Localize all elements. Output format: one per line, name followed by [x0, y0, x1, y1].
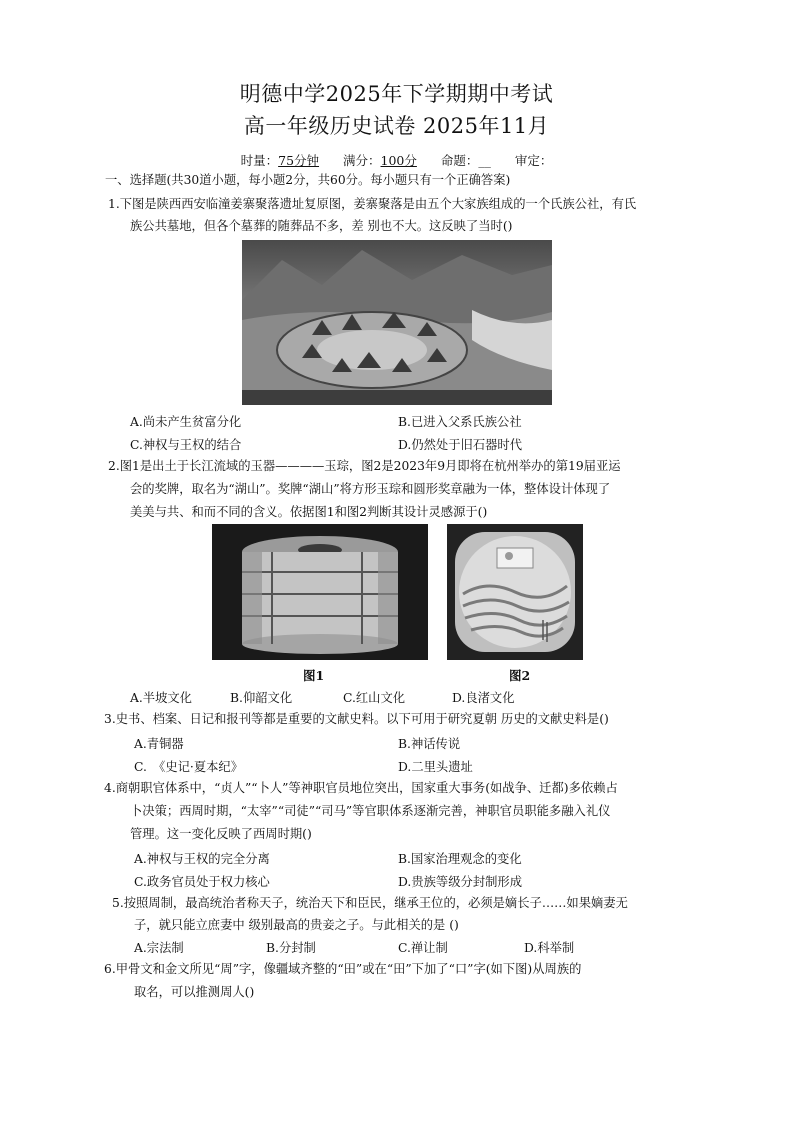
q3-option-c[interactable]: C. 《史记·夏本纪》 — [134, 760, 244, 774]
q6-stem-line2: 取名，可以推测周人() — [134, 985, 255, 999]
jiangzhai-village-image — [242, 240, 552, 405]
q4-option-c[interactable]: C.政务官员处于权力核心 — [134, 875, 270, 889]
q2-option-a[interactable]: A.半坡文化 — [130, 691, 192, 705]
q5-option-d[interactable]: D.科举制 — [524, 941, 575, 955]
q1-option-b[interactable]: B.已进入父系氏族公社 — [398, 415, 522, 429]
reviewer-info: 审定： — [514, 153, 553, 168]
q5-option-c[interactable]: C.禅让制 — [398, 941, 448, 955]
q5-stem-line2: 子，就只能立庶妻中 级别最高的贵妾之子。与此相关的是 () — [134, 918, 459, 932]
q2-option-c[interactable]: C.红山文化 — [343, 691, 406, 705]
time-info: 时量：75分钟 — [240, 153, 320, 168]
q4-stem-line1: 4.商朝职官体系中，“贞人”“卜人”等神职官员地位突出，国家重大事务(如战争、迁都)多依赖占 — [104, 781, 618, 795]
q4-stem-line2: 卜决策；西周时期，“太宰”“司徒”“司马”等官职体系逐渐完善，神职官员职能多融入礼仪 — [130, 804, 611, 818]
q3-option-b[interactable]: B.神话传说 — [398, 737, 461, 751]
q2-option-d[interactable]: D.良渚文化 — [452, 691, 515, 705]
exam-subtitle: 高一年级历史试卷 2025年11月 — [243, 114, 550, 138]
setter-info: 命题：__ — [440, 153, 491, 168]
hangzhou-asian-games-medal-image — [447, 524, 583, 660]
q1-option-c[interactable]: C.神权与王权的结合 — [130, 438, 242, 452]
q5-option-a[interactable]: A.宗法制 — [134, 941, 184, 955]
q2-stem-line1: 2.图1是出土于长江流域的玉器————玉琮，图2是2023年9月即将在杭州举办的第19届亚运 — [108, 459, 621, 473]
q2-option-b[interactable]: B.仰韶文化 — [230, 691, 293, 705]
q4-option-b[interactable]: B.国家治理观念的变化 — [398, 852, 522, 866]
q1-stem-line2: 族公共墓地，但各个墓葬的随葬品不多，差 别也不大。这反映了当时() — [130, 219, 513, 233]
q1-option-d[interactable]: D.仍然处于旧石器时代 — [398, 438, 523, 452]
q6-stem-line1: 6.甲骨文和金文所见“周”字，像疆域齐整的“田”或在“田”下加了“口”字(如下图)从周族的 — [104, 962, 582, 976]
section-heading: 一、选择题(共30道小题，每小题2分，共60分。每小题只有一个正确答案) — [105, 173, 511, 187]
q5-stem-line1: 5.按照周制，最高统治者称天子，统治天下和臣民，继承王位的，必须是嫡长子……如果嫡妻无 — [112, 896, 628, 910]
exam-meta — [0, 151, 793, 169]
jade-cong-image — [212, 524, 428, 660]
figure-1-caption: 图1 — [303, 668, 325, 683]
q4-stem-line3: 管理。这一变化反映了西周时期() — [130, 827, 312, 841]
exam-title: 明德中学2025年下学期期中考试 — [239, 82, 554, 106]
q2-stem-line3: 美美与共、和而不同的含义。依据图1和图2判断其设计灵感源于() — [130, 505, 488, 519]
q4-option-d[interactable]: D.贵族等级分封制形成 — [398, 875, 523, 889]
q3-option-a[interactable]: A.青铜器 — [134, 737, 184, 751]
q5-option-b[interactable]: B.分封制 — [266, 941, 316, 955]
q3-option-d[interactable]: D.二里头遗址 — [398, 760, 473, 774]
q4-option-a[interactable]: A.神权与王权的完全分离 — [134, 852, 270, 866]
q3-stem-line1: 3.史书、档案、日记和报刊等都是重要的文献史料。以下可用于研究夏朝 历史的文献史料是() — [104, 712, 609, 726]
score-info: 满分：100分 — [343, 153, 417, 168]
q1-option-a[interactable]: A.尚未产生贫富分化 — [130, 415, 242, 429]
q1-stem-line1: 1.下图是陕西西安临潼姜寨聚落遗址复原图，姜寨聚落是由五个大家族组成的一个氏族公社，有氏 — [108, 197, 637, 211]
q2-stem-line2: 会的奖牌，取名为“湖山”。奖牌“湖山”将方形玉琮和圆形奖章融为一体，整体设计体现了 — [130, 482, 611, 496]
figure-2-caption: 图2 — [509, 668, 531, 683]
